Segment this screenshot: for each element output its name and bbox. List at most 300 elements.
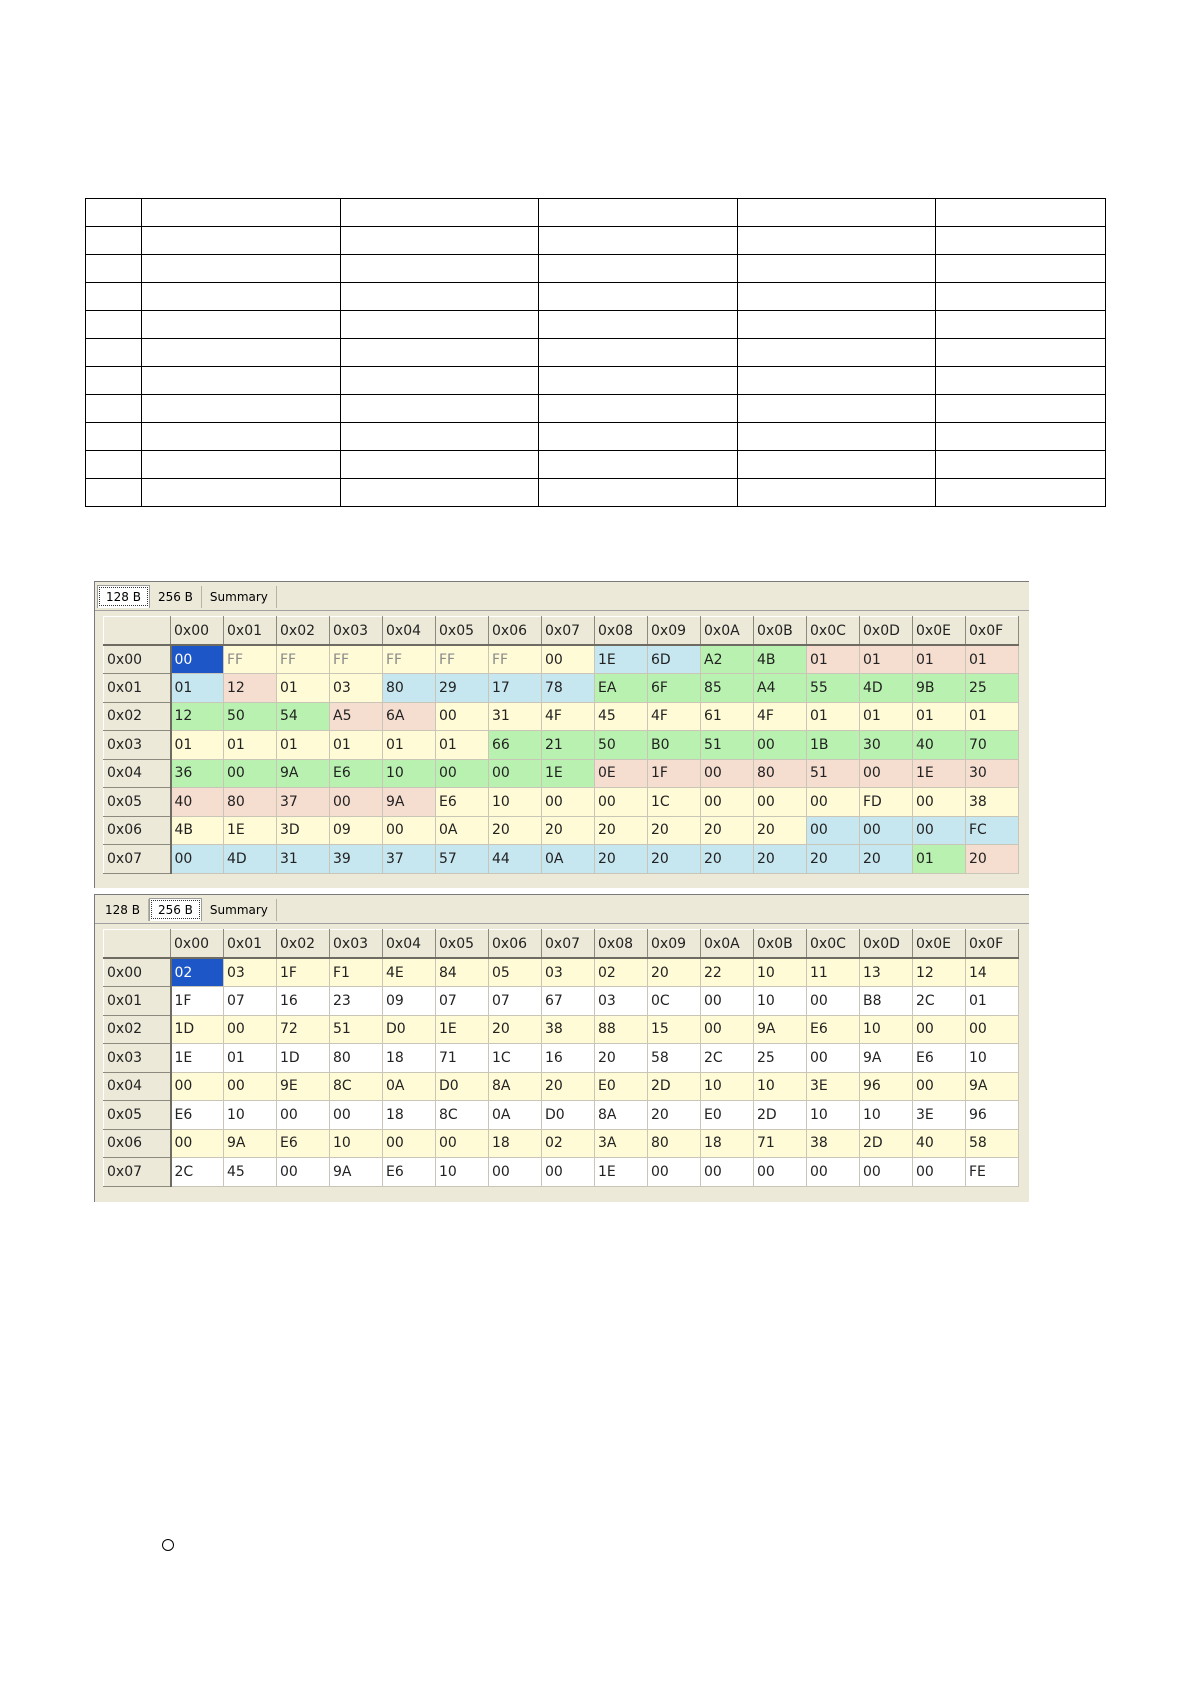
hex-cell[interactable]: 00 [913, 1015, 966, 1044]
hex-cell[interactable]: 00 [701, 1015, 754, 1044]
hex-cell[interactable]: FF [383, 645, 436, 674]
hex-cell[interactable]: 07 [436, 987, 489, 1016]
hex-cell[interactable]: 01 [277, 731, 330, 760]
hex-cell[interactable]: 00 [807, 788, 860, 817]
hex-cell[interactable]: 12 [224, 674, 277, 703]
hex-cell[interactable]: 1E [595, 645, 648, 674]
hex-cell[interactable]: 15 [648, 1015, 701, 1044]
hex-cell[interactable]: 00 [754, 731, 807, 760]
row-header[interactable]: 0x06 [104, 1129, 171, 1158]
hex-cell[interactable]: 31 [489, 702, 542, 731]
tab-summary[interactable]: Summary [202, 899, 277, 921]
hex-cell[interactable]: 00 [277, 1158, 330, 1187]
hex-cell[interactable]: 01 [330, 731, 383, 760]
hex-cell[interactable]: 00 [913, 1072, 966, 1101]
hex-cell[interactable]: 01 [436, 731, 489, 760]
hex-cell[interactable]: 20 [489, 816, 542, 845]
hex-cell[interactable]: 10 [754, 958, 807, 987]
hex-cell[interactable]: 00 [754, 1158, 807, 1187]
hex-cell[interactable]: 9A [754, 1015, 807, 1044]
hex-cell[interactable]: 12 [171, 702, 224, 731]
hex-cell[interactable]: 40 [913, 1129, 966, 1158]
hex-cell[interactable]: E6 [171, 1101, 224, 1130]
hex-cell[interactable]: 00 [224, 759, 277, 788]
hex-cell[interactable]: B0 [648, 731, 701, 760]
column-header[interactable]: 0x0B [754, 930, 807, 959]
row-header[interactable]: 0x01 [104, 674, 171, 703]
hex-cell[interactable]: 20 [701, 845, 754, 874]
hex-cell[interactable]: 38 [966, 788, 1019, 817]
column-header[interactable]: 0x0F [966, 930, 1019, 959]
hex-cell[interactable]: 40 [171, 788, 224, 817]
column-header[interactable]: 0x0E [913, 617, 966, 646]
hex-cell[interactable]: 00 [807, 1158, 860, 1187]
tab-128b[interactable]: 128 B [97, 585, 150, 608]
column-header[interactable]: 0x0D [860, 617, 913, 646]
hex-cell[interactable]: 00 [648, 1158, 701, 1187]
hex-cell[interactable]: 66 [489, 731, 542, 760]
hex-cell[interactable]: 9A [966, 1072, 1019, 1101]
hex-cell[interactable]: 00 [807, 987, 860, 1016]
column-header[interactable]: 0x0C [807, 930, 860, 959]
hex-cell[interactable]: 20 [542, 1072, 595, 1101]
hex-cell[interactable]: 10 [436, 1158, 489, 1187]
hex-cell[interactable]: 00 [171, 1129, 224, 1158]
hex-cell[interactable]: 00 [171, 845, 224, 874]
hex-cell[interactable]: 00 [436, 702, 489, 731]
row-header[interactable]: 0x05 [104, 788, 171, 817]
row-header[interactable]: 0x04 [104, 759, 171, 788]
hex-cell[interactable]: 00 [913, 788, 966, 817]
hex-cell[interactable]: 30 [966, 759, 1019, 788]
hex-cell[interactable]: 01 [807, 645, 860, 674]
hex-cell[interactable]: 58 [648, 1044, 701, 1073]
hex-cell[interactable]: 1F [171, 987, 224, 1016]
hex-cell[interactable]: 31 [277, 845, 330, 874]
hex-cell[interactable]: 17 [489, 674, 542, 703]
hex-cell[interactable]: 16 [277, 987, 330, 1016]
column-header[interactable]: 0x02 [277, 930, 330, 959]
column-header[interactable]: 0x09 [648, 617, 701, 646]
hex-cell[interactable]: 0A [436, 816, 489, 845]
column-header[interactable]: 0x09 [648, 930, 701, 959]
column-header[interactable]: 0x08 [595, 930, 648, 959]
hex-cell[interactable]: 09 [383, 987, 436, 1016]
column-header[interactable]: 0x0C [807, 617, 860, 646]
hex-cell[interactable]: 40 [913, 731, 966, 760]
tab-summary[interactable]: Summary [202, 586, 277, 608]
hex-cell[interactable]: 11 [807, 958, 860, 987]
hex-cell[interactable]: 44 [489, 845, 542, 874]
row-header[interactable]: 0x00 [104, 958, 171, 987]
hex-cell[interactable]: 45 [224, 1158, 277, 1187]
hex-cell[interactable]: A4 [754, 674, 807, 703]
hex-cell[interactable]: 00 [489, 1158, 542, 1187]
hex-cell[interactable]: 1E [913, 759, 966, 788]
hex-cell[interactable]: 10 [224, 1101, 277, 1130]
hex-cell[interactable]: 00 [383, 1129, 436, 1158]
hex-cell[interactable]: 20 [648, 816, 701, 845]
hex-cell[interactable]: 38 [542, 1015, 595, 1044]
hex-cell[interactable]: 20 [754, 816, 807, 845]
hex-cell[interactable]: 67 [542, 987, 595, 1016]
hex-cell[interactable]: 01 [860, 702, 913, 731]
hex-cell[interactable]: 01 [966, 702, 1019, 731]
hex-cell[interactable]: 01 [913, 845, 966, 874]
hex-cell[interactable]: FF [277, 645, 330, 674]
hex-cell[interactable]: 9E [277, 1072, 330, 1101]
hex-cell[interactable]: 20 [542, 816, 595, 845]
row-header[interactable]: 0x02 [104, 702, 171, 731]
hex-cell[interactable]: 1C [489, 1044, 542, 1073]
hex-cell[interactable]: 14 [966, 958, 1019, 987]
column-header[interactable]: 0x0E [913, 930, 966, 959]
hex-cell[interactable]: 12 [913, 958, 966, 987]
hex-cell[interactable]: 01 [277, 674, 330, 703]
hex-cell[interactable]: 03 [595, 987, 648, 1016]
hex-cell[interactable]: 4F [648, 702, 701, 731]
hex-cell[interactable]: 16 [542, 1044, 595, 1073]
row-header[interactable]: 0x07 [104, 845, 171, 874]
hex-cell[interactable]: 8C [436, 1101, 489, 1130]
column-header[interactable]: 0x03 [330, 930, 383, 959]
hex-cell[interactable]: 00 [966, 1015, 1019, 1044]
hex-cell[interactable]: 20 [701, 816, 754, 845]
hex-cell[interactable]: E6 [383, 1158, 436, 1187]
column-header[interactable]: 0x01 [224, 930, 277, 959]
hex-cell[interactable]: 10 [860, 1101, 913, 1130]
row-header[interactable]: 0x04 [104, 1072, 171, 1101]
hex-cell[interactable]: 10 [383, 759, 436, 788]
hex-cell[interactable]: 1E [224, 816, 277, 845]
hex-cell[interactable]: B8 [860, 987, 913, 1016]
hex-cell[interactable]: 1D [171, 1015, 224, 1044]
hex-cell[interactable]: 84 [436, 958, 489, 987]
hex-cell[interactable]: 00 [701, 987, 754, 1016]
hex-cell[interactable]: 85 [701, 674, 754, 703]
hex-cell[interactable]: 00 [277, 1101, 330, 1130]
column-header[interactable]: 0x01 [224, 617, 277, 646]
hex-cell[interactable]: 78 [542, 674, 595, 703]
column-header[interactable]: 0x04 [383, 930, 436, 959]
hex-cell[interactable]: FD [860, 788, 913, 817]
column-header[interactable]: 0x07 [542, 617, 595, 646]
hex-cell[interactable]: 20 [595, 845, 648, 874]
hex-cell[interactable]: 01 [860, 645, 913, 674]
hex-cell[interactable]: 01 [966, 645, 1019, 674]
hex-cell[interactable]: 00 [330, 788, 383, 817]
hex-cell[interactable]: 20 [860, 845, 913, 874]
hex-cell[interactable]: 00 [807, 816, 860, 845]
hex-cell[interactable]: D0 [436, 1072, 489, 1101]
hex-cell[interactable]: 10 [489, 788, 542, 817]
hex-cell[interactable]: 1F [277, 958, 330, 987]
hex-cell[interactable]: 00 [754, 788, 807, 817]
hex-cell[interactable]: 01 [807, 702, 860, 731]
hex-cell[interactable]: 00 [542, 788, 595, 817]
hex-cell[interactable]: E6 [436, 788, 489, 817]
hex-cell[interactable]: 10 [966, 1044, 1019, 1073]
hex-cell[interactable]: 10 [701, 1072, 754, 1101]
hex-cell[interactable]: 72 [277, 1015, 330, 1044]
hex-cell[interactable]: 80 [754, 759, 807, 788]
hex-cell[interactable]: 57 [436, 845, 489, 874]
hex-cell[interactable]: 29 [436, 674, 489, 703]
hex-cell[interactable]: 25 [966, 674, 1019, 703]
hex-cell[interactable]: 20 [595, 816, 648, 845]
hex-cell[interactable]: 58 [966, 1129, 1019, 1158]
hex-cell[interactable]: 10 [860, 1015, 913, 1044]
hex-cell[interactable]: 00 [542, 1158, 595, 1187]
row-header[interactable]: 0x07 [104, 1158, 171, 1187]
hex-cell[interactable]: D0 [383, 1015, 436, 1044]
column-header[interactable]: 0x08 [595, 617, 648, 646]
hex-cell[interactable]: 00 [542, 645, 595, 674]
row-header[interactable]: 0x06 [104, 816, 171, 845]
hex-cell[interactable]: 80 [330, 1044, 383, 1073]
hex-cell[interactable]: 01 [224, 1044, 277, 1073]
hex-cell[interactable]: 71 [754, 1129, 807, 1158]
hex-cell[interactable]: 01 [383, 731, 436, 760]
hex-cell[interactable]: 96 [860, 1072, 913, 1101]
hex-cell[interactable]: 00 [489, 759, 542, 788]
hex-cell[interactable]: 00 [701, 1158, 754, 1187]
hex-cell[interactable]: 4D [860, 674, 913, 703]
hex-cell[interactable]: 00 [860, 1158, 913, 1187]
hex-cell[interactable]: 4B [171, 816, 224, 845]
column-header[interactable]: 0x0B [754, 617, 807, 646]
hex-cell[interactable]: 1F [648, 759, 701, 788]
hex-cell[interactable]: 51 [701, 731, 754, 760]
hex-cell[interactable]: 55 [807, 674, 860, 703]
hex-cell[interactable]: 1E [542, 759, 595, 788]
tab-256b[interactable]: 256 B [150, 586, 202, 608]
hex-cell[interactable]: E0 [701, 1101, 754, 1130]
hex-cell[interactable]: 10 [807, 1101, 860, 1130]
row-header[interactable]: 0x01 [104, 987, 171, 1016]
hex-cell[interactable]: 00 [224, 1072, 277, 1101]
hex-cell[interactable]: FF [489, 645, 542, 674]
hex-cell[interactable]: 00 [171, 645, 224, 674]
hex-cell[interactable]: A5 [330, 702, 383, 731]
hex-cell[interactable]: 13 [860, 958, 913, 987]
hex-cell[interactable]: FC [966, 816, 1019, 845]
hex-cell[interactable]: 1E [595, 1158, 648, 1187]
column-header[interactable]: 0x05 [436, 617, 489, 646]
hex-cell[interactable]: 2C [171, 1158, 224, 1187]
column-header[interactable]: 0x00 [171, 930, 224, 959]
hex-cell[interactable]: 07 [224, 987, 277, 1016]
hex-cell[interactable]: 10 [754, 1072, 807, 1101]
hex-cell[interactable]: 9A [277, 759, 330, 788]
hex-cell[interactable]: 2C [701, 1044, 754, 1073]
hex-cell[interactable]: 00 [383, 816, 436, 845]
hex-cell[interactable]: 51 [330, 1015, 383, 1044]
hex-cell[interactable]: 00 [913, 1158, 966, 1187]
tab-256b[interactable]: 256 B [149, 898, 202, 921]
hex-cell[interactable]: E6 [913, 1044, 966, 1073]
hex-cell[interactable]: 01 [913, 645, 966, 674]
hex-cell[interactable]: FF [224, 645, 277, 674]
hex-cell[interactable]: 2C [913, 987, 966, 1016]
hex-cell[interactable]: 9A [330, 1158, 383, 1187]
hex-cell[interactable]: 02 [542, 1129, 595, 1158]
hex-cell[interactable]: D0 [542, 1101, 595, 1130]
hex-cell[interactable]: FF [436, 645, 489, 674]
hex-cell[interactable]: 80 [224, 788, 277, 817]
hex-cell[interactable]: 01 [171, 674, 224, 703]
hex-cell[interactable]: 01 [966, 987, 1019, 1016]
hex-cell[interactable]: 4F [754, 702, 807, 731]
hex-cell[interactable]: 0E [595, 759, 648, 788]
hex-cell[interactable]: 4B [754, 645, 807, 674]
hex-cell[interactable]: 00 [224, 1015, 277, 1044]
hex-cell[interactable]: 2D [754, 1101, 807, 1130]
hex-cell[interactable]: 20 [754, 845, 807, 874]
hex-cell[interactable]: 3D [277, 816, 330, 845]
tab-128b[interactable]: 128 B [97, 899, 149, 921]
hex-cell[interactable]: 80 [383, 674, 436, 703]
hex-cell[interactable]: 70 [966, 731, 1019, 760]
hex-cell[interactable]: 18 [701, 1129, 754, 1158]
hex-cell[interactable]: 01 [913, 702, 966, 731]
hex-cell[interactable]: FF [330, 645, 383, 674]
hex-cell[interactable]: 20 [966, 845, 1019, 874]
hex-cell[interactable]: 37 [277, 788, 330, 817]
hex-cell[interactable]: 23 [330, 987, 383, 1016]
hex-cell[interactable]: 8C [330, 1072, 383, 1101]
hex-cell[interactable]: 9B [913, 674, 966, 703]
column-header[interactable]: 0x00 [171, 617, 224, 646]
column-header[interactable]: 0x0D [860, 930, 913, 959]
hex-cell[interactable]: 0A [542, 845, 595, 874]
hex-cell[interactable]: 0A [383, 1072, 436, 1101]
hex-cell[interactable]: 00 [171, 1072, 224, 1101]
row-header[interactable]: 0x03 [104, 731, 171, 760]
hex-cell[interactable]: 1D [277, 1044, 330, 1073]
hex-cell[interactable]: 20 [648, 958, 701, 987]
hex-cell[interactable]: 00 [436, 1129, 489, 1158]
hex-cell[interactable]: 45 [595, 702, 648, 731]
hex-cell[interactable]: 20 [648, 845, 701, 874]
row-header[interactable]: 0x02 [104, 1015, 171, 1044]
column-header[interactable]: 0x06 [489, 930, 542, 959]
hex-cell[interactable]: 25 [754, 1044, 807, 1073]
hex-cell[interactable]: 20 [807, 845, 860, 874]
hex-cell[interactable]: 30 [860, 731, 913, 760]
row-header[interactable]: 0x03 [104, 1044, 171, 1073]
hex-cell[interactable]: 39 [330, 845, 383, 874]
hex-cell[interactable]: 50 [224, 702, 277, 731]
hex-cell[interactable]: 38 [807, 1129, 860, 1158]
hex-cell[interactable]: 1E [171, 1044, 224, 1073]
hex-cell[interactable]: 2D [648, 1072, 701, 1101]
hex-cell[interactable]: 9A [224, 1129, 277, 1158]
hex-cell[interactable]: 9A [383, 788, 436, 817]
column-header[interactable]: 0x05 [436, 930, 489, 959]
hex-cell[interactable]: 02 [595, 958, 648, 987]
hex-cell[interactable]: 00 [595, 788, 648, 817]
hex-cell[interactable]: 20 [489, 1015, 542, 1044]
hex-cell[interactable]: 01 [171, 731, 224, 760]
hex-cell[interactable]: 80 [648, 1129, 701, 1158]
hex-cell[interactable]: 03 [330, 674, 383, 703]
hex-cell[interactable]: 21 [542, 731, 595, 760]
hex-cell[interactable]: 03 [224, 958, 277, 987]
hex-cell[interactable]: 6D [648, 645, 701, 674]
hex-cell[interactable]: 6F [648, 674, 701, 703]
hex-cell[interactable]: 00 [807, 1044, 860, 1073]
hex-cell[interactable]: 88 [595, 1015, 648, 1044]
hex-cell[interactable]: 18 [489, 1129, 542, 1158]
hex-cell[interactable]: E6 [277, 1129, 330, 1158]
hex-cell[interactable]: E6 [330, 759, 383, 788]
hex-cell[interactable]: 71 [436, 1044, 489, 1073]
hex-cell[interactable]: 4D [224, 845, 277, 874]
hex-cell[interactable]: A2 [701, 645, 754, 674]
hex-cell[interactable]: F1 [330, 958, 383, 987]
hex-cell[interactable]: 0C [648, 987, 701, 1016]
hex-cell[interactable]: 36 [171, 759, 224, 788]
row-header[interactable]: 0x00 [104, 645, 171, 674]
hex-cell[interactable]: 2D [860, 1129, 913, 1158]
hex-cell[interactable]: 96 [966, 1101, 1019, 1130]
hex-cell[interactable]: 00 [860, 759, 913, 788]
hex-cell[interactable]: 9A [860, 1044, 913, 1073]
hex-cell[interactable]: 20 [595, 1044, 648, 1073]
hex-cell[interactable]: 61 [701, 702, 754, 731]
hex-cell[interactable]: 51 [807, 759, 860, 788]
hex-cell[interactable]: FE [966, 1158, 1019, 1187]
hex-cell[interactable]: 00 [701, 759, 754, 788]
hex-cell[interactable]: E6 [807, 1015, 860, 1044]
hex-cell[interactable]: 00 [860, 816, 913, 845]
hex-cell[interactable]: 00 [330, 1101, 383, 1130]
column-header[interactable]: 0x04 [383, 617, 436, 646]
hex-cell[interactable]: 37 [383, 845, 436, 874]
column-header[interactable]: 0x07 [542, 930, 595, 959]
column-header[interactable]: 0x0A [701, 930, 754, 959]
hex-cell[interactable]: 05 [489, 958, 542, 987]
hex-cell[interactable]: 01 [224, 731, 277, 760]
hex-cell[interactable]: 18 [383, 1044, 436, 1073]
hex-cell[interactable]: 4F [542, 702, 595, 731]
hex-cell[interactable]: 00 [436, 759, 489, 788]
hex-cell[interactable]: 54 [277, 702, 330, 731]
hex-cell[interactable]: 00 [913, 816, 966, 845]
hex-cell[interactable]: 10 [330, 1129, 383, 1158]
hex-cell[interactable]: 6A [383, 702, 436, 731]
hex-cell[interactable]: 09 [330, 816, 383, 845]
column-header[interactable]: 0x0A [701, 617, 754, 646]
hex-cell[interactable]: 07 [489, 987, 542, 1016]
hex-cell[interactable]: 3E [913, 1101, 966, 1130]
column-header[interactable]: 0x03 [330, 617, 383, 646]
hex-cell[interactable]: 1C [648, 788, 701, 817]
hex-cell[interactable]: 8A [489, 1072, 542, 1101]
hex-cell[interactable]: 8A [595, 1101, 648, 1130]
hex-cell[interactable]: 20 [648, 1101, 701, 1130]
column-header[interactable]: 0x0F [966, 617, 1019, 646]
hex-cell[interactable]: 1E [436, 1015, 489, 1044]
column-header[interactable]: 0x02 [277, 617, 330, 646]
row-header[interactable]: 0x05 [104, 1101, 171, 1130]
hex-cell[interactable]: E0 [595, 1072, 648, 1101]
hex-cell[interactable]: 3A [595, 1129, 648, 1158]
hex-cell[interactable]: 02 [171, 958, 224, 987]
hex-cell[interactable]: 22 [701, 958, 754, 987]
hex-cell[interactable]: 03 [542, 958, 595, 987]
